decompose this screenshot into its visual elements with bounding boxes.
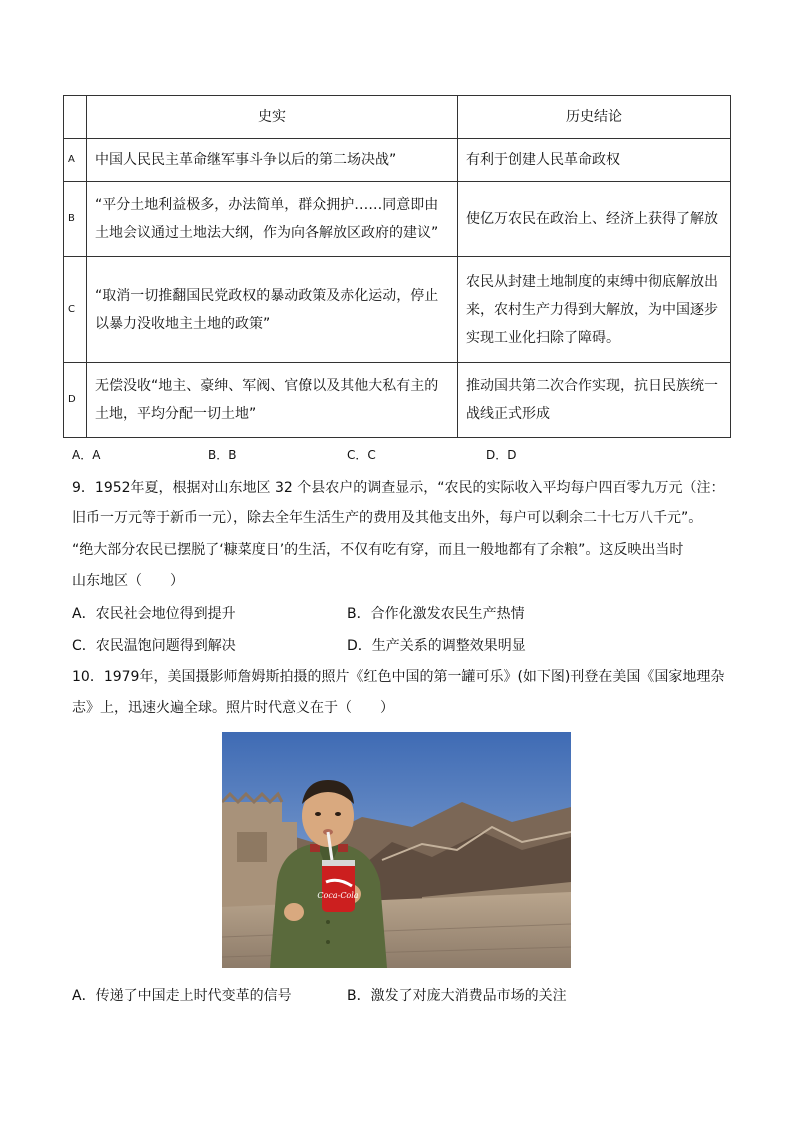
row-conclusion: 有利于创建人民革命政权 bbox=[458, 139, 731, 182]
row-fact: 无偿没收“地主、豪绅、军阀、官僚以及其他大私有主的 土地，平均分配一切土地” bbox=[87, 363, 458, 438]
q9-stem-line: “绝大部分农民已摆脱了‘糠菜度日’的生活，不仅有吃有穿，而且一般地都有了余粮”。这反映出当时 bbox=[72, 542, 684, 558]
row-fact: 中国人民民主革命继军事斗争以后的第二场决战” bbox=[87, 139, 458, 182]
row-conclusion: 推动国共第二次合作实现，抗日民族统一 战线正式形成 bbox=[458, 363, 731, 438]
can-label: Coca-Cola bbox=[317, 891, 359, 900]
row-letter: B bbox=[64, 182, 87, 257]
row-letter: A bbox=[64, 139, 87, 182]
q8-option-a[interactable]: A．A bbox=[72, 448, 101, 462]
q8-option-c[interactable]: C．C bbox=[347, 448, 376, 462]
row-letter: D bbox=[64, 363, 87, 438]
table-header-row bbox=[64, 96, 731, 139]
table-row bbox=[64, 139, 731, 182]
q9-stem-line: 山东地区（ ） bbox=[72, 573, 184, 589]
table-row bbox=[64, 363, 731, 438]
header-conclusion: 历史结论 bbox=[458, 96, 731, 139]
q10-option-b[interactable]: B．激发了对庞大消费品市场的关注 bbox=[347, 988, 567, 1004]
q10-option-a[interactable]: A．传递了中国走上时代变革的信号 bbox=[72, 988, 292, 1004]
row-fact: “取消一切推翻国民党政权的暴动政策及赤化运动，停止 以暴力没收地主土地的政策” bbox=[87, 257, 458, 363]
row-fact: “平分土地利益极多，办法简单，群众拥护……同意即由 土地会议通过土地法大纲，作为向各解放区政府的建议” bbox=[87, 182, 458, 257]
q9-stem-line: 旧币一万元等于新币一元），除去全年生活生产的费用及其他支出外，每户可以剩余二十七万八千元”。 bbox=[72, 510, 703, 526]
table-row bbox=[64, 182, 731, 257]
q8-table bbox=[63, 95, 731, 438]
header-empty bbox=[64, 96, 87, 139]
q10-stem-line: 10．1979年，美国摄影师詹姆斯拍摄的照片《红色中国的第一罐可乐》(如下图)刊登在美国《国家地理杂 bbox=[72, 669, 725, 685]
header-fact: 史实 bbox=[87, 96, 458, 139]
q9-option-d[interactable]: D．生产关系的调整效果明显 bbox=[347, 638, 526, 654]
coca-cola-boy-photo bbox=[222, 732, 571, 968]
q9-option-a[interactable]: A．农民社会地位得到提升 bbox=[72, 606, 236, 622]
row-letter: C bbox=[64, 257, 87, 363]
q10-stem-line: 志》上，迅速火遍全球。照片时代意义在于（ ） bbox=[72, 700, 394, 716]
q9-option-b[interactable]: B．合作化激发农民生产热情 bbox=[347, 606, 525, 622]
q9-stem-line: 9．1952年夏，根据对山东地区 32 个县农户的调查显示，“农民的实际收入平均每户四百零九万元（注： bbox=[72, 480, 725, 496]
row-conclusion: 使亿万农民在政治上、经济上获得了解放 bbox=[458, 182, 731, 257]
q8-option-d[interactable]: D．D bbox=[486, 448, 517, 462]
q9-option-c[interactable]: C．农民温饱问题得到解决 bbox=[72, 638, 236, 654]
q8-option-b[interactable]: B．B bbox=[208, 448, 237, 462]
row-conclusion: 农民从封建土地制度的束缚中彻底解放出 来，农村生产力得到大解放，为中国逐步 实现工业化扫除了障碍。 bbox=[458, 257, 731, 363]
table-row bbox=[64, 257, 731, 363]
